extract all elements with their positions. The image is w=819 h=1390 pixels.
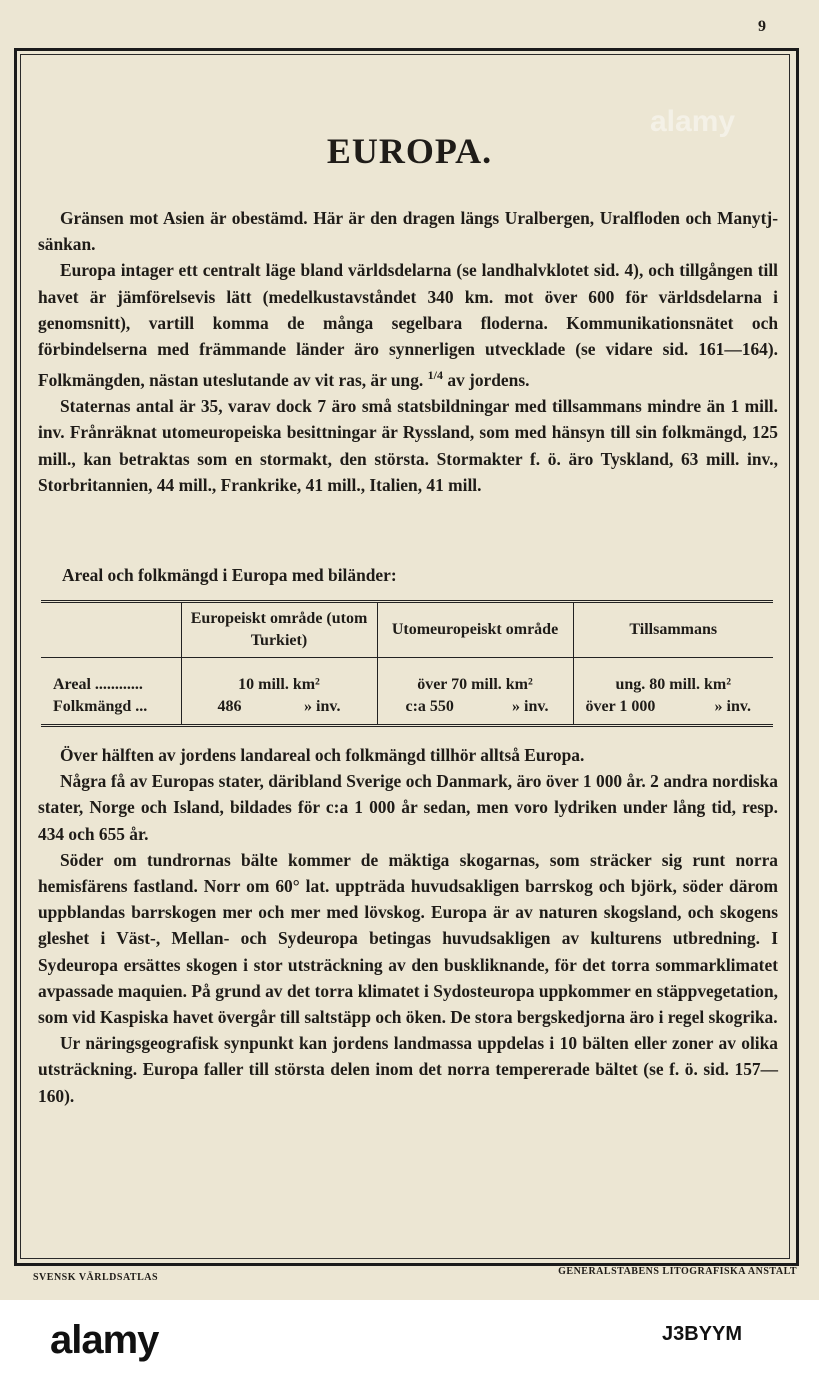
- paragraph-borders: Gränsen mot Asien är obestämd. Här är den dragen längs Uralbergen, Uralfloden och Manytj-sänkan.: [38, 208, 778, 255]
- table-header-overseas: Utomeuropeiskt område: [377, 602, 573, 658]
- table-header-total: Tillsammans: [573, 602, 773, 658]
- fraction-quarter: 1/4: [427, 368, 443, 383]
- watermark-faint-logo: alamy: [650, 105, 736, 138]
- row-label-population: Folkmängd ...: [53, 698, 148, 715]
- page-title: EUROPA.: [326, 131, 493, 171]
- row-label-area: Areal ............: [53, 676, 143, 693]
- cell-area-total: ung. 80 mill. km²: [573, 658, 773, 699]
- area-population-table: [41, 600, 773, 727]
- table-header-label: [41, 602, 181, 658]
- paragraph-history: Några få av Europas stater, däribland Sverige och Danmark, äro över 1 000 år. 2 andra nordiska stater, Norge och Island, bildades för c:a 1 000 år sedan, men voro lydriken under lång tid, resp. 434 och 655 år.: [38, 771, 778, 844]
- paragraph-zones: Ur näringsgeografisk synpunkt kan jordens landmassa uppdelas i 10 bälten eller zoner av olika utsträckning. Europa faller till största delen inom det norra tempererade bältet (se f. ö. sid. 157—160).: [38, 1033, 778, 1106]
- page-number: 9: [758, 18, 766, 35]
- paragraph-half: Över hälften av jordens landareal och folkmängd tillhör alltså Europa.: [60, 745, 585, 765]
- table-row: [41, 698, 773, 726]
- footer-atlas-title: SVENSK VÄRLDSATLAS: [33, 1272, 159, 1283]
- paragraph-position: Europa intager ett centralt läge bland världsdelarna (se landhalvklotet sid. 4), och tillgången till havet är jämförelsevis lätt (medelkustavståndet 340 km. mot över 600 för världsdelarna i genomsnitt), vartill komma de många segelbara floderna. Kommunikationsnätet och förbindelserna med främmande länder äro synnerligen utvecklade (se vidare sid. 161—164). Folkmängden, nästan uteslutande av vit ras, är ung. $^{1/4}$ av jordens.: [38, 260, 778, 391]
- cell-pop-total: över 1 000 » inv.: [573, 698, 773, 726]
- table-header-row: [41, 602, 773, 658]
- table-row: [41, 658, 773, 699]
- watermark-image-id: J3BYYM: [662, 1323, 743, 1345]
- cell-pop-overseas: c:a 550 » inv.: [377, 698, 573, 726]
- cell-area-overseas: över 70 mill. km²: [377, 658, 573, 699]
- table-header-europe: Europeiskt område (utom Turkiet): [181, 602, 377, 658]
- footer-publisher: GENERALSTABENS LITOGRAFISKA ANSTALT: [558, 1266, 797, 1277]
- intro-text-block: [38, 205, 778, 498]
- paragraph-vegetation: Söder om tundrornas bälte kommer de mäktiga skogarnas, som sträcker sig runt norra hemisfärens fastland. Norr om 60° lat. uppträda huvudsakligen barrskog och björk, söder därom uppblandas barrskogen mer och mer med lövskog. Europa är av naturen skogsland, och skogens gleshet i Väst-, Mellan- och Sydeuropa betingas huvudsakligen av kulturens utbredning. I Sydeuropa ersättes skogen i stor utsträckning av den buskliknande, för det torra sommarklimatet avpassade maquien. På grund av det torra klimatet i Sydosteuropa uppkommer en stäppvegetation, som vid Kaspiska havet övergår till saltstäpp och öken. De stora bergskedjorna äro i regel skogrika.: [38, 849, 778, 1028]
- cell-area-europe: 10 mill. km²: [181, 658, 377, 699]
- table-heading: Areal och folkmängd i Europa med biländer:: [62, 565, 397, 585]
- main-text-block: [38, 742, 778, 1109]
- cell-pop-europe: 486 » inv.: [181, 698, 377, 726]
- paragraph-states: Staternas antal är 35, varav dock 7 äro små statsbildningar med tillsammans mindre än 1 mill. inv. Frånräknat utomeuropeiska besittningar är Ryssland, som med hänsyn till sin folkmängd, 125 mill., kan betraktas som en stormakt, den största. Stormakter f. ö. äro Tyskland, 63 mill. inv., Storbritannien, 44 mill., Frankrike, 41 mill., Italien, 41 mill.: [38, 396, 778, 495]
- watermark-logo: alamy: [50, 1318, 159, 1362]
